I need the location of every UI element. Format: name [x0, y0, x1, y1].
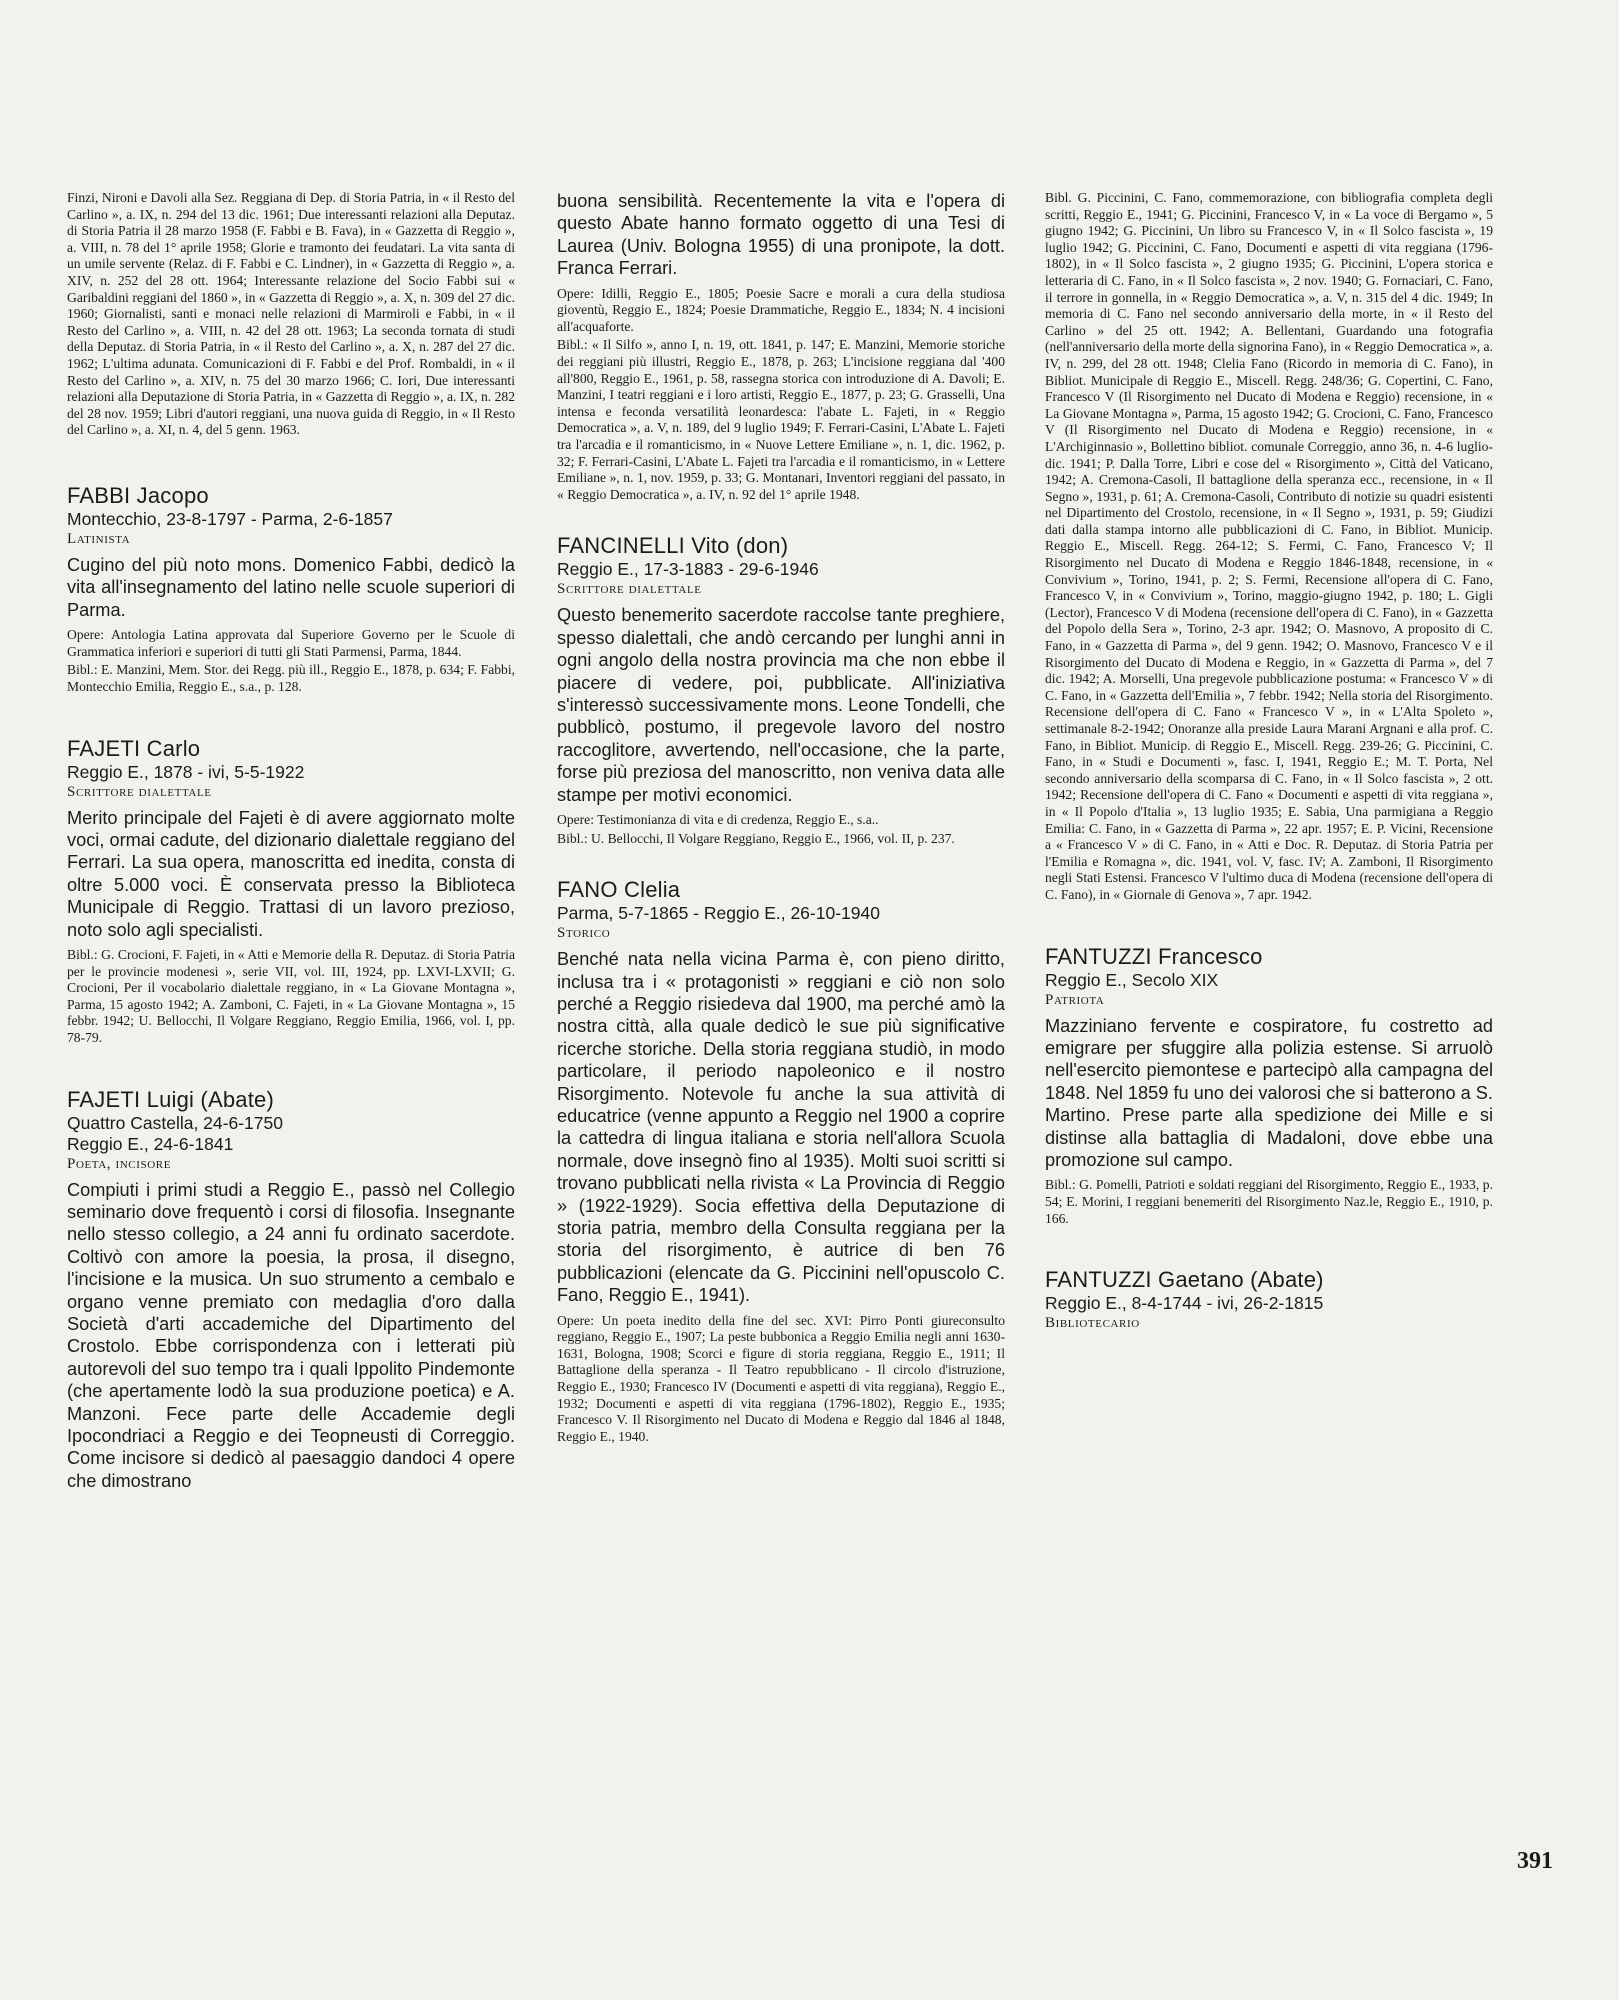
entry-dates: Reggio E., 1878 - ivi, 5-5-1922 — [67, 761, 305, 782]
entry-name: FAJETI Luigi (Abate) — [67, 1086, 274, 1112]
entry-role: Patriota — [1045, 991, 1105, 1008]
entry-opere: Opere: Idilli, Reggio E., 1805; Poesie Sacre e morali a cura della studiosa gioventù, Reggio E., 1824; Poesie Drammatiche, Reggio E., 1834; N. 4 incisioni all'acquaforte. — [557, 285, 1005, 334]
column-1 — [67, 190, 515, 1498]
entry-name: FANTUZZI Francesco — [1045, 943, 1263, 969]
entry-fantuzzi-francesco — [1045, 944, 1493, 1228]
entry-fano-clelia — [557, 877, 1005, 1445]
entry-bibliography: Bibl.: G. Pomelli, Patrioti e soldati reggiani del Risorgimento, Reggio E., 1933, p. 54; E. Morini, I reggiani benemeriti del Risorgimento Naz.le, Reggio E., 1910, p. 166. — [1045, 1177, 1493, 1226]
entry-fabbi-jacopo — [67, 483, 515, 696]
entry-dates: Reggio E., 8-4-1744 - ivi, 26-2-1815 — [1045, 1293, 1324, 1314]
entry-name: FANTUZZI Gaetano (Abate) — [1045, 1267, 1324, 1293]
entry-body: Compiuti i primi studi a Reggio E., passò nel Collegio seminario dove frequentò i corsi di filosofia. Insegnante nello stesso collegio, a 24 anni fu ordinato sacerdote. Coltivò con amore la poesia, la prosa, il disegno, l'incisione e la musica. Un suo strumento a cembalo e organo venne premiato con medaglia d'oro dalla Società d'arti accademiche del Dipartimento del Crostolo. Ebbe corrispondenza con i letterati più autorevoli del suo tempo tra i quali Ippolito Pindemonte (che apertamente lodò la sua produzione poetica) e A. Manzoni. Fece parte delle Accademie degli Ipocondriaci a Reggio e dei Teopneusti di Correggio. Come incisore si dedicò al paesaggio dandoci 4 opere che dimostrano — [67, 1179, 515, 1491]
entry-fajeti-carlo — [67, 736, 515, 1047]
entry-dates: Parma, 5-7-1865 - Reggio E., 26-10-1940 — [557, 903, 880, 924]
entry-fancinelli-vito — [557, 533, 1005, 847]
entry-role: Storico — [557, 925, 611, 942]
entry-bibliography: Bibl.: U. Bellocchi, Il Volgare Reggiano, Reggio E., 1966, vol. II, p. 237. — [557, 830, 955, 846]
entry-dates: Reggio E., Secolo XIX — [1045, 969, 1219, 990]
entry-role: Scrittore dialettale — [557, 581, 702, 598]
entry-name: FAJETI Carlo — [67, 735, 201, 761]
entry-body: Questo benemerito sacerdote raccolse tante preghiere, spesso dialettali, che andò cercando per lunghi anni in ogni angolo della nostra provincia ma che non ebbe il piacere di vedere, poi, pubblicate. All'iniziativa s'interessò successivamente mons. Leone Tondelli, che pubblicò, postumo, il pregevole lavoro del nostro raccoglitore, avvertendo, nell'occasione, che la parte, forse più preziosa del manoscritto, non veniva data alle stampe per motivi economici. — [557, 605, 1005, 805]
entry-role: Bibliotecario — [1045, 1315, 1140, 1332]
entry-bibliography: Bibl.: E. Manzini, Mem. Stor. dei Regg. più ill., Reggio E., 1878, p. 634; F. Fabbi, Montecchio Emilia, Reggio E., s.a., p. 128. — [67, 662, 515, 694]
entry-body: Cugino del più noto mons. Domenico Fabbi, dedicò la vita all'insegnamento del latino nelle scuole superiori di Parma. — [67, 554, 515, 620]
entry-dates: Reggio E., 24-6-1841 — [67, 1133, 234, 1154]
entry-fajeti-luigi — [67, 1087, 515, 1493]
page-number: 391 — [1517, 1848, 1553, 1874]
entry-role: Poeta, incisore — [67, 1155, 172, 1172]
entry-role: Scrittore dialettale — [67, 783, 212, 800]
fano-bibliography: Bibl. G. Piccinini, C. Fano, commemorazione, con bibliografia completa degli scritti, Reggio E., 1941; G. Piccinini, Francesco V, in « La voce di Bergamo », 5 giugno 1942; G. Piccinini, Un libro su Francesco V, in « Il Solco fascista », 19 luglio 1942; G. Piccinini, C. Fano, Documenti e aspetti di vita reggiana (1796-1802), in « Il Solco fascista », 2 giugno 1935; G. Piccinini, L'opera storica e letteraria di C. Fano, in « Il Solco fascista », 2 nov. 1940; G. Fornaciari, C. Fano, il terrore in gonnella, in « Reggio Democratica », a. V, n. 315 del 4 dic. 1949; In memoria di C. Fano nel secondo anniversario della morte, in « il Resto del Carlino » del 25 ott. 1942; A. Bellentani, Guardando una fotografia (nell'anniversario della morte della signorina Fano), in « Reggio Democratica », a. IV, n. 299, del 28 ott. 1948; Clelia Fano (Ricordo in memoria di C. Fano), in Bibliot. Municipale di Reggio E., Miscell. Regg. 248/36; G. Copertini, C. Fano, Francesco V (Il Risorgimento nel Ducato di Modena e Reggio) recensione, in « La Giovane Montagna », Parma, 15 agosto 1942; G. Crocioni, C. Fano, Francesco V (Il Risorgimento nel Ducato di Modena e Reggio) recensione, in « L'Archiginnasio », Bollettino bibliot. comunale Correggio, anno 36, n. 4-6 luglio-dic. 1941; P. Dalla Torre, Libri e cose del « Risorgimento », Città del Vaticano, 1942; A. Cremona-Casoli, Il battaglione della speranza ecc., recensione, in « Il Segno », 1931, p. 61; A. Cremona-Casoli, Contributo di notizie su quadri esistenti nel Dipartimento del Crostolo, recensione, in « Il Segno », 1931, p. 59; Giudizi dati dalla stampa intorno alle pubblicazioni di C. Fano, in Bibliot. Municip. Reggio E., Miscell. Regg. 264-12; S. Fermi, C. Fano, Francesco V; Il Risorgimento nel Ducato di Modena e Reggio 1846-1848, recensione, in « Convivium », Torino, 1941, p. 2; S. Fermi, Recensione all'opera di C. Fano, Francesco V, in « Convivium », Torino, maggio-giugno 1942, p. 180; L. Gigli (Lector), Francesco V di Modena (recensione dell'opera di C. Fano), in « Gazzetta del Popolo della Sera », Torino, 2-3 apr. 1942; O. Masnovo, A proposito di C. Fano, in « Gazzetta di Parma », del 9 genn. 1942; O. Masnovo, Francesco V e il Risorgimento del Ducato di Modena e Reggio, in « Gazzetta di Parma », del 7 dic. 1942; A. Morselli, Una pregevole pubblicazione postuma: « Francesco V » di C. Fano, in « Gazzetta dell'Emilia », 7 febbr. 1942; Nella storia del Risorgimento. Recensione dell'opera di C. Fano « Francesco V », in « L'Alta Spoleto », settimanale 8-2-1942; Onoranze alla preside Laura Marani Argnani e alla prof. C. Fano, in Bibliot. Municip. di Reggio E., Miscell. Regg. 239-26; G. Piccinini, C. Fano, in « Studi e Documenti », fasc. I, 1941, Reggio E.; M. T. Porta, Nel secondo anniversario della scomparsa di C. Fano, in « Il Solco fascista », 2 ott. 1942; Recensione dell'opera di C. Fano « Documenti e aspetti di vita reggiana », in « Il Popolo d'Italia », 13 luglio 1935; E. Sabia, Una parmigiana a Reggio Emilia: C. Fano, in « Gazzetta di Parma », 22 apr. 1957; E. P. Vicini, Recensione a « Francesco V » di C. Fano, in « Atti e Doc. R. Deputaz. di Storia Patria per l'Emilia e Romagna », dic. 1941, vol. V, fasc. IV; A. Zamboni, Il Risorgimento negli Stati Estensi. Francesco V l'ultimo duca di Modena (recensione dell'opera di C. Fano), in « Giornale di Genova », 7 apr. 1942. — [1045, 190, 1493, 902]
entry-bibliography: Bibl.: « Il Silfo », anno I, n. 19, ott. 1841, p. 147; E. Manzini, Memorie storiche dei reggiani più illustri, Reggio E., 1878, p. 263; L'incisione reggiana dal '400 all'800, Reggio E., 1961, p. 58, rassegna storica con introduzione di A. Davoli; E. Manzini, I teatri reggiani e i loro artisti, Reggio E., 1877, p. 23; G. Grasselli, Una intensa e feconda versatilità leonardesca: l'abate L. Fajeti, in « Reggio Democratica », a. V, n. 189, del 9 luglio 1949; F. Ferrari-Casini, L'Abate L. Fajeti tra l'arcadia e il romanticismo, in « Nuove Lettere Emiliane », n. 1, dic. 1962, p. 32; F. Ferrari-Casini, L'Abate L. Fajeti tra l'arcadia e il romanticismo, in « Lettere Emiliane », n. 1, nov. 1959, p. 33; G. Montanari, Inventori reggiani del passato, in « Reggio Democratica », a. IV, n. 92 del 1° aprile 1948. — [557, 337, 1005, 502]
entry-opere: Opere: Un poeta inedito della fine del sec. XVI: Pirro Ponti giureconsulto reggiano, Reggio E., 1907; La peste bubbonica a Reggio Emilia negli anni 1630-1631, Bologna, 1908; Scorci e figure di storia reggiana, Reggio E., 1911; Il Battaglione della speranza - Il Teatro repubblicano - Il circolo d'istruzione, Reggio E., 1930; Francesco IV (Documenti e aspetti di vita reggiana), Reggio E., 1932; Documenti e aspetti di vita reggiana (1796-1802), Reggio E., 1935; Francesco V. Il Risorgimento nel Ducato di Modena e Reggio dal 1846 al 1848, Reggio E., 1940. — [557, 1312, 1005, 1444]
entry-dates: Montecchio, 23-8-1797 - Parma, 2-6-1857 — [67, 508, 393, 529]
entry-opere: Opere: Antologia Latina approvata dal Superiore Governo per le Scuole di Grammatica inferiori e superiori di tutti gli Stati Parmensi, Parma, 1844. — [67, 627, 515, 659]
entry-fantuzzi-gaetano — [1045, 1267, 1493, 1332]
entry-bibliography: Bibl.: G. Crocioni, F. Fajeti, in « Atti e Memorie della R. Deputaz. di Storia Patria per le provincie modenesi », serie VII, vol. III, 1924, pp. LXVI-LXVII; G. Crocioni, Per il vocabolario dialettale reggiano, in « La Giovane Montagna », Parma, 15 agosto 1942; A. Zamboni, C. Fajeti, in « La Giovane Montagna », 15 febbr. 1942; U. Bellocchi, Il Volgare Reggiano, Reggio Emilia, 1966, vol. I, pp. 78-79. — [67, 946, 515, 1045]
entry-name: FABBI Jacopo — [67, 482, 209, 508]
entry-dates: Reggio E., 17-3-1883 - 29-6-1946 — [557, 559, 819, 580]
entry-body: Merito principale del Fajeti è di avere aggiornato molte voci, ormai cadute, del dizionario dialettale reggiano del Ferrari. La sua opera, manoscritta ed inedita, consta di oltre 5.000 voci. È conservata presso la Biblioteca Municipale di Reggio. Trattasi di un lavoro prezioso, noto solo agli specialisti. — [67, 807, 515, 940]
entry-dates: Quattro Castella, 24-6-1750 — [67, 1112, 283, 1133]
column-2 — [557, 190, 1005, 1445]
entry-body: Benché nata nella vicina Parma è, con pieno diritto, inclusa tra i « protagonisti » reggiani e ciò non solo perché a Reggio risiedeva dal 1900, ma perché amò la nostra città, alla quale dedicò le sue più significative ricerche storiche. Della storia reggiana studiò, in modo particolare, il periodo napoleonico e il nostro Risorgimento. Notevole fu anche la sua attività di educatrice (venne appunto a Reggio nel 1900 a coprire la cattedra di lingua italiana e storia nell'allora Scuola normale, dove insegnò fino al 1935). Molti suoi scritti si trovano pubblicati nella rivista « La Provincia di Reggio » (1922-1929). Socia effettiva della Deputazione di storia patria, membro della Consulta reggiana per la storia del risorgimento, è autrice di ben 76 pubblicazioni (elencate da G. Piccinini nell'opuscolo C. Fano, Reggio E., 1941). — [557, 949, 1005, 1306]
entry-name: FANCINELLI Vito (don) — [557, 533, 789, 559]
entry-fajeti-luigi-continued — [557, 190, 1005, 503]
carryover-bibliography: Finzi, Nironi e Davoli alla Sez. Reggiana di Dep. di Storia Patria, in « il Resto del Carlino », a. IX, n. 294 del 13 dic. 1961; Due interessanti relazioni alla Deputaz. di Storia Patria il 28 marzo 1958 (F. Fabbi e B. Fava), in « Gazzetta di Reggio », a. VIII, n. 78 del 1° aprile 1958; Glorie e tramonto dei feudatari. La vita santa di un umile servente (Relaz. di F. Fabbi e C. Lindner), in « Gazzetta di Reggio », a. XIV, n. 252 del 28 ott. 1964; Interessante relazione del Socio Fabbi sui « Garibaldini reggiani del 1860 », in « Gazzetta di Reggio », a. X, n. 309 del 27 dic. 1960; Giornalisti, santi e monaci nelle relazioni di Marmiroli e Fabbi, in « il Resto del Carlino », a. VIII, n. 42 del 28 ott. 1963; La seconda tornata di studi della Deputaz. di Storia Patria, in « il Resto del Carlino », a. X, n. 287 del 27 dic. 1962; L'ultima adunata. Comunicazioni di F. Fabbi e del Prof. Rombaldi, in « il Resto del Carlino », a. XIV, n. 75 del 30 marzo 1966; C. Iori, Due interessanti relazioni alla Deputazione di Storia Patria, in « Gazzetta di Reggio », a. IX, n. 282 del 28 nov. 1959; Libri d'autori reggiani, una nuova guida di Reggio, in « Il Resto del Carlino », a. XI, n. 4, del 5 genn. 1963. — [67, 190, 515, 438]
column-3 — [1045, 190, 1493, 1338]
entry-role: Latinista — [67, 530, 131, 547]
entry-opere: Opere: Testimonianza di vita e di credenza, Reggio E., s.a.. — [557, 812, 879, 827]
entry-name: FANO Clelia — [557, 877, 681, 903]
entry-body: buona sensibilità. Recentemente la vita e l'opera di questo Abate hanno formato oggetto di una Tesi di Laurea (Univ. Bologna 1955) di una pronipote, la dott. Franca Ferrari. — [557, 191, 1005, 279]
entry-body: Mazziniano fervente e cospiratore, fu costretto ad emigrare per sfuggire alla polizia estense. Si arruolò nell'esercito piemontese e partecipò alla campagna del 1848. Nel 1859 fu uno dei valorosi che si batterono a S. Martino. Prese parte alla spedizione dei Mille e si distinse alla battaglia di Madaloni, dove ebbe una promozione sul campo. — [1045, 1015, 1493, 1170]
